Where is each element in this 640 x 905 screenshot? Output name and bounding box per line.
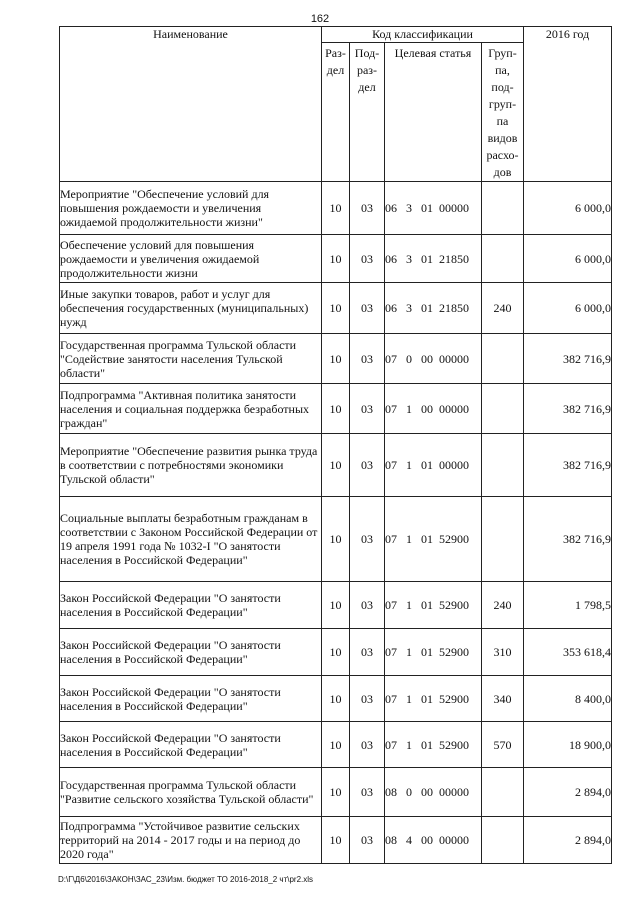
row-amount: 353 618,4 (524, 629, 612, 676)
row-subsection: 03 (350, 768, 385, 817)
row-subsection: 03 (350, 434, 385, 497)
row-name: Закон Российской Федерации "О занятости населения в Российской Федерации" (60, 676, 322, 722)
target-subprogram-code: 1 (406, 598, 412, 612)
target-direction-code: 21850 (439, 301, 469, 315)
target-direction-code: 00000 (439, 458, 469, 472)
header-expense-group (482, 43, 524, 182)
row-subsection: 03 (350, 722, 385, 768)
target-measure-code: 00 (421, 833, 433, 847)
header-section-label: Раз- дел (325, 46, 346, 77)
table-row (60, 235, 612, 283)
row-section: 10 (322, 676, 350, 722)
row-target-article (385, 384, 482, 434)
target-measure-code: 00 (421, 351, 433, 366)
target-subprogram-code: 3 (406, 251, 412, 266)
row-target-article (385, 334, 482, 384)
row-amount: 6 000,0 (524, 235, 612, 283)
row-subsection: 03 (350, 182, 385, 235)
target-subprogram-code: 3 (406, 201, 412, 215)
header-subsection (350, 43, 385, 182)
target-program-code: 06 (385, 301, 397, 315)
row-target-article (385, 768, 482, 817)
row-expense-type (482, 235, 524, 283)
row-subsection: 03 (350, 334, 385, 384)
target-program-code: 07 (385, 401, 397, 416)
row-section: 10 (322, 434, 350, 497)
target-program-code: 07 (385, 458, 397, 472)
header-name: Наименование (60, 27, 322, 182)
table-row (60, 768, 612, 817)
row-target-article (385, 497, 482, 582)
target-direction-code: 00000 (439, 785, 469, 799)
target-direction-code: 00000 (439, 833, 469, 847)
row-amount: 6 000,0 (524, 182, 612, 235)
target-measure-code: 00 (421, 785, 433, 799)
file-path-footer: D:\Г\Д6\2016\ЗАКОН\ЗАС_23\Изм. бюджет ТО 2016-2018_2 чт\pr2.xls (58, 875, 314, 884)
row-expense-type (482, 334, 524, 384)
row-name: Государственная программа Тульской области "Развитие сельского хозяйства Тульской области" (60, 768, 322, 817)
row-expense-type (482, 182, 524, 235)
target-measure-code: 01 (421, 201, 433, 215)
row-target-article (385, 817, 482, 864)
row-amount: 382 716,9 (524, 384, 612, 434)
target-measure-code: 01 (421, 251, 433, 266)
row-subsection: 03 (350, 497, 385, 582)
budget-table (59, 26, 612, 864)
row-name: Иные закупки товаров, работ и услуг для обеспечения государственных (муниципальных) нужд (60, 283, 322, 334)
row-subsection: 03 (350, 676, 385, 722)
target-direction-code: 00000 (439, 201, 469, 215)
table-body (60, 182, 612, 864)
row-name: Социальные выплаты безработным гражданам в соответствии с Законом Российской Федерации от 19 апреля 1991 года № 1032-I "О занятости населения в Российской Федерации" (60, 497, 322, 582)
target-direction-code: 52900 (439, 598, 469, 612)
target-measure-code: 01 (421, 458, 433, 472)
target-subprogram-code: 0 (406, 351, 412, 366)
target-program-code: 07 (385, 645, 397, 659)
row-expense-type: 310 (482, 629, 524, 676)
row-name: Закон Российской Федерации "О занятости населения в Российской Федерации" (60, 722, 322, 768)
target-direction-code: 52900 (439, 532, 469, 546)
row-amount: 8 400,0 (524, 676, 612, 722)
target-direction-code: 00000 (439, 401, 469, 416)
target-program-code: 08 (385, 785, 397, 799)
table-header (60, 27, 612, 182)
row-subsection: 03 (350, 629, 385, 676)
row-target-article (385, 434, 482, 497)
table-row (60, 497, 612, 582)
row-expense-type (482, 434, 524, 497)
header-classification: Код классификации (322, 27, 524, 43)
target-program-code: 07 (385, 691, 397, 706)
target-measure-code: 00 (421, 401, 433, 416)
target-program-code: 07 (385, 598, 397, 612)
row-amount: 18 900,0 (524, 722, 612, 768)
target-measure-code: 01 (421, 598, 433, 612)
row-amount: 382 716,9 (524, 434, 612, 497)
row-name: Обеспечение условий для повышения рождаемости и увеличения ожидаемой продолжительности жизни (60, 235, 322, 283)
target-direction-code: 52900 (439, 645, 469, 659)
row-expense-type: 240 (482, 283, 524, 334)
table-row (60, 283, 612, 334)
row-section: 10 (322, 384, 350, 434)
header-section (322, 43, 350, 182)
table-row (60, 582, 612, 629)
row-name: Подпрограмма "Устойчивое развитие сельских территорий на 2014 - 2017 годы и на период до 2020 года" (60, 817, 322, 864)
target-direction-code: 00000 (439, 351, 469, 366)
target-program-code: 07 (385, 532, 397, 546)
row-subsection: 03 (350, 817, 385, 864)
target-measure-code: 01 (421, 737, 433, 752)
target-measure-code: 01 (421, 645, 433, 659)
target-direction-code: 21850 (439, 251, 469, 266)
header-target-article (385, 43, 482, 182)
target-measure-code: 01 (421, 532, 433, 546)
row-name: Закон Российской Федерации "О занятости населения в Российской Федерации" (60, 629, 322, 676)
row-expense-type (482, 384, 524, 434)
header-expense-group-label: Груп- па, под- груп- па видов расхо- дов (486, 46, 519, 179)
table-row (60, 817, 612, 864)
target-program-code: 06 (385, 201, 397, 215)
table-row (60, 182, 612, 235)
target-program-code: 07 (385, 737, 397, 752)
row-target-article (385, 283, 482, 334)
row-name: Государственная программа Тульской области "Содействие занятости населения Тульской области" (60, 334, 322, 384)
row-amount: 1 798,5 (524, 582, 612, 629)
header-target-article-label: Целевая статья (394, 46, 472, 60)
row-expense-type (482, 817, 524, 864)
row-section: 10 (322, 334, 350, 384)
row-target-article (385, 235, 482, 283)
row-subsection: 03 (350, 582, 385, 629)
target-subprogram-code: 0 (406, 785, 412, 799)
target-subprogram-code: 4 (406, 833, 412, 847)
target-subprogram-code: 1 (406, 645, 412, 659)
row-name: Закон Российской Федерации "О занятости населения в Российской Федерации" (60, 582, 322, 629)
target-program-code: 07 (385, 351, 397, 366)
target-program-code: 06 (385, 251, 397, 266)
row-amount: 2 894,0 (524, 768, 612, 817)
row-section: 10 (322, 283, 350, 334)
row-target-article (385, 722, 482, 768)
row-amount: 6 000,0 (524, 283, 612, 334)
row-target-article (385, 182, 482, 235)
table-row (60, 434, 612, 497)
row-section: 10 (322, 182, 350, 235)
row-section: 10 (322, 582, 350, 629)
row-amount: 382 716,9 (524, 497, 612, 582)
table-row (60, 384, 612, 434)
row-name: Мероприятие "Обеспечение условий для повышения рождаемости и увеличения ожидаемой продолжительности жизни" (60, 182, 322, 235)
target-subprogram-code: 3 (406, 301, 412, 315)
row-subsection: 03 (350, 235, 385, 283)
header-subsection-label: Под- раз- дел (354, 46, 380, 94)
row-section: 10 (322, 497, 350, 582)
target-subprogram-code: 1 (406, 401, 412, 416)
row-amount: 382 716,9 (524, 334, 612, 384)
table-row (60, 334, 612, 384)
target-program-code: 08 (385, 833, 397, 847)
row-expense-type (482, 497, 524, 582)
row-section: 10 (322, 629, 350, 676)
target-subprogram-code: 1 (406, 737, 412, 752)
table-row (60, 629, 612, 676)
row-target-article (385, 676, 482, 722)
row-subsection: 03 (350, 384, 385, 434)
row-name: Подпрограмма "Активная политика занятости населения и социальная поддержка безработных граждан" (60, 384, 322, 434)
page-number: 162 (310, 13, 330, 25)
target-direction-code: 52900 (439, 737, 469, 752)
target-measure-code: 01 (421, 691, 433, 706)
row-amount: 2 894,0 (524, 817, 612, 864)
target-subprogram-code: 1 (406, 458, 412, 472)
row-section: 10 (322, 722, 350, 768)
row-expense-type: 570 (482, 722, 524, 768)
row-subsection: 03 (350, 283, 385, 334)
table-row (60, 676, 612, 722)
row-section: 10 (322, 768, 350, 817)
target-measure-code: 01 (421, 301, 433, 315)
row-section: 10 (322, 235, 350, 283)
row-section: 10 (322, 817, 350, 864)
row-expense-type (482, 768, 524, 817)
header-year: 2016 год (524, 27, 612, 182)
target-direction-code: 52900 (439, 691, 469, 706)
row-expense-type: 340 (482, 676, 524, 722)
row-name: Мероприятие "Обеспечение развития рынка труда в соответствии с потребностями экономики Тульской области" (60, 434, 322, 497)
target-subprogram-code: 1 (406, 532, 412, 546)
row-target-article (385, 629, 482, 676)
row-target-article (385, 582, 482, 629)
row-expense-type: 240 (482, 582, 524, 629)
table-row (60, 722, 612, 768)
target-subprogram-code: 1 (406, 691, 412, 706)
